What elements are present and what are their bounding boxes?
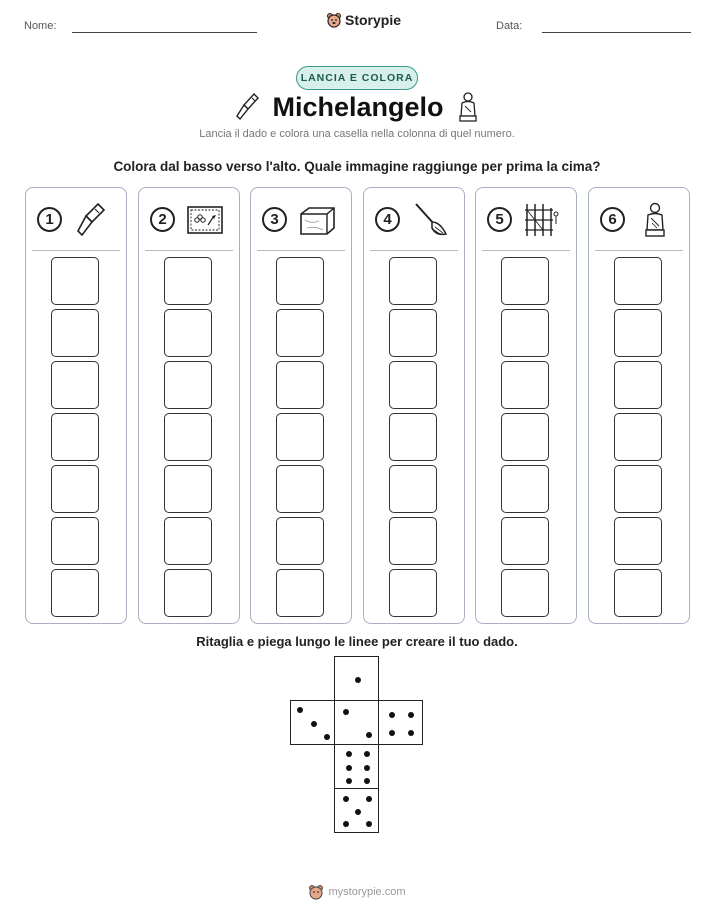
die-pip: [355, 677, 361, 683]
page-title: Michelangelo: [272, 91, 444, 122]
bear-icon: [308, 884, 324, 900]
color-box[interactable]: [276, 465, 324, 513]
color-box[interactable]: [389, 569, 437, 617]
die-pip: [366, 732, 372, 738]
brand-name: Storypie: [345, 12, 402, 28]
column-number: 5: [487, 207, 512, 232]
color-box[interactable]: [51, 413, 99, 461]
color-box[interactable]: [501, 569, 549, 617]
column-6: [588, 187, 690, 624]
die-pip: [297, 707, 303, 713]
die-pip: [355, 809, 361, 815]
column-number: 6: [600, 207, 625, 232]
die-pip: [364, 778, 370, 784]
statue-icon: [456, 90, 480, 124]
column-3: [250, 187, 352, 624]
die-pip: [408, 730, 414, 736]
die-pip: [408, 712, 414, 718]
color-box[interactable]: [164, 569, 212, 617]
color-box[interactable]: [389, 309, 437, 357]
color-box[interactable]: [501, 257, 549, 305]
column-divider: [145, 250, 233, 251]
color-box[interactable]: [164, 413, 212, 461]
color-box[interactable]: [51, 257, 99, 305]
column-number: 2: [150, 207, 175, 232]
color-box[interactable]: [164, 257, 212, 305]
die-pip: [366, 821, 372, 827]
die-pip: [364, 751, 370, 757]
color-box[interactable]: [614, 257, 662, 305]
color-box[interactable]: [389, 413, 437, 461]
color-box[interactable]: [164, 517, 212, 565]
color-box[interactable]: [614, 569, 662, 617]
name-label: Nome:: [24, 20, 57, 32]
title-row: [0, 90, 714, 124]
column-header: [26, 188, 126, 250]
die-pip: [389, 730, 395, 736]
color-box[interactable]: [51, 361, 99, 409]
color-box[interactable]: [614, 413, 662, 461]
column-divider: [370, 250, 458, 251]
color-box[interactable]: [389, 257, 437, 305]
color-box[interactable]: [51, 465, 99, 513]
die-pip: [346, 765, 352, 771]
die-pip: [346, 778, 352, 784]
die-pip: [324, 734, 330, 740]
die-face-6: [334, 744, 379, 789]
color-box[interactable]: [276, 413, 324, 461]
die-face-2: [334, 700, 379, 745]
color-box[interactable]: [501, 309, 549, 357]
column-header: [476, 188, 576, 250]
color-box[interactable]: [389, 361, 437, 409]
color-box[interactable]: [501, 361, 549, 409]
chisel-icon: [234, 92, 260, 122]
bear-icon: [326, 12, 342, 28]
die-face-1: [334, 656, 379, 701]
paintbrush-icon: [410, 200, 450, 240]
statue-icon: [635, 200, 675, 240]
die-pip: [389, 712, 395, 718]
die-face-5: [334, 788, 379, 833]
color-box[interactable]: [614, 309, 662, 357]
color-box[interactable]: [389, 465, 437, 513]
instruction-text: Colora dal basso verso l'alto. Quale immagine raggiunge per prima la cima?: [113, 159, 601, 174]
name-line: [72, 32, 257, 33]
column-5: [475, 187, 577, 624]
color-box[interactable]: [614, 465, 662, 513]
color-box[interactable]: [276, 309, 324, 357]
die-pip: [366, 796, 372, 802]
color-box[interactable]: [389, 517, 437, 565]
activity-badge: LANCIA E COLORA: [296, 66, 418, 90]
column-number: 4: [375, 207, 400, 232]
column-number: 3: [262, 207, 287, 232]
color-box[interactable]: [51, 517, 99, 565]
column-divider: [482, 250, 570, 251]
footer: [0, 884, 714, 900]
column-divider: [32, 250, 120, 251]
column-header: [364, 188, 464, 250]
color-box[interactable]: [276, 257, 324, 305]
die-pip: [343, 709, 349, 715]
color-box[interactable]: [164, 465, 212, 513]
scaffolding-icon: [522, 200, 562, 240]
color-box[interactable]: [614, 361, 662, 409]
color-box[interactable]: [51, 569, 99, 617]
column-header: [139, 188, 239, 250]
color-box[interactable]: [164, 361, 212, 409]
die-face-4: [378, 700, 423, 745]
die-face-3: [290, 700, 335, 745]
date-line: [542, 32, 691, 33]
color-box[interactable]: [614, 517, 662, 565]
color-box[interactable]: [276, 569, 324, 617]
color-box[interactable]: [501, 465, 549, 513]
column-4: [363, 187, 465, 624]
date-label: Data:: [496, 20, 523, 32]
column-header: [251, 188, 351, 250]
die-pip: [311, 721, 317, 727]
column-2: [138, 187, 240, 624]
page-subtitle: Lancia il dado e colora una casella nella colonna di quel numero.: [199, 128, 515, 140]
column-divider: [257, 250, 345, 251]
footer-site: mystorypie.com: [328, 886, 406, 898]
column-1: [25, 187, 127, 624]
die-pip: [364, 765, 370, 771]
column-header: [589, 188, 689, 250]
brand-logo: [326, 12, 401, 28]
die-pip: [343, 821, 349, 827]
color-box[interactable]: [276, 361, 324, 409]
die-pip: [343, 796, 349, 802]
color-box[interactable]: [501, 413, 549, 461]
die-pip: [346, 751, 352, 757]
fresco-panel-icon: [185, 200, 225, 240]
color-box[interactable]: [501, 517, 549, 565]
chisel-icon: [72, 200, 112, 240]
color-box[interactable]: [276, 517, 324, 565]
column-number: 1: [37, 207, 62, 232]
cut-instruction: Ritaglia e piega lungo le linee per creare il tuo dado.: [196, 634, 518, 649]
marble-block-icon: [297, 200, 337, 240]
color-box[interactable]: [164, 309, 212, 357]
column-divider: [595, 250, 683, 251]
color-box[interactable]: [51, 309, 99, 357]
